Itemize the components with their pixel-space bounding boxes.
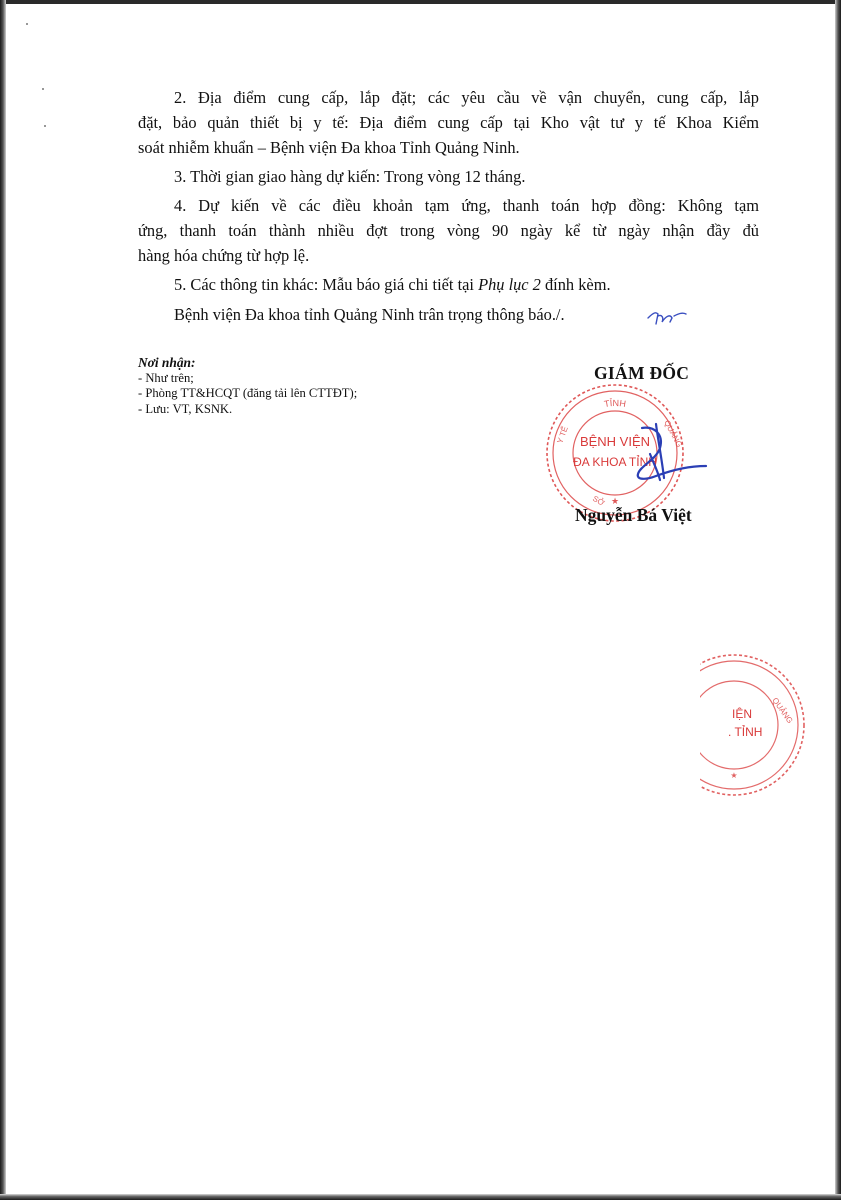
partial-seal-star: ★	[730, 771, 738, 780]
appendix-reference: Phụ lục 2	[478, 275, 541, 294]
signer-name: Nguyễn Bá Việt	[575, 505, 692, 525]
seal-star: ★	[610, 496, 620, 506]
scan-speck	[26, 23, 28, 25]
signer-position: GIÁM ĐỐC	[594, 363, 690, 383]
recipient-item: - Như trên;	[138, 370, 194, 385]
closing-statement: Bệnh viện Đa khoa tỉnh Quảng Ninh trân trọng thông báo./.	[174, 305, 565, 324]
svg-text:TỈNH	[603, 397, 626, 409]
item-4-line-2: ứng, thanh toán thành nhiều đợt trong vòng 90 ngày kể từ ngày nhận đầy đủ	[138, 221, 759, 240]
partial-seal-line-2: . TỈNH	[728, 725, 763, 739]
recipients-title: Nơi nhận:	[138, 355, 196, 370]
scan-edge-bottom	[0, 1194, 841, 1200]
scan-edge-top	[0, 0, 841, 4]
handwritten-signature	[620, 420, 710, 500]
item-4-line-3: hàng hóa chứng từ hợp lệ.	[138, 246, 310, 265]
item-5-suffix: đính kèm.	[540, 275, 611, 294]
recipients-block	[138, 355, 357, 417]
seal-ring-left: Y TẾ	[555, 425, 570, 445]
item-4-line-1: 4. Dự kiến về các điều khoản tạm ứng, thanh toán hợp đồng: Không tạm	[174, 196, 759, 215]
recipient-item: - Phòng TT&HCQT (đăng tải lên CTTĐT);	[138, 386, 358, 400]
item-5	[138, 272, 795, 297]
seal-line-2: ĐA KHOA TỈNH	[573, 455, 657, 469]
partial-seal-ring: QUẢNG	[770, 695, 795, 726]
scan-speck	[44, 125, 46, 127]
seal-ring-right: QUẢNG	[662, 418, 684, 449]
scan-edge-left	[0, 0, 6, 1200]
initial-mark	[646, 304, 688, 330]
item-2-line-2: đặt, bảo quản thiết bị y tế: Địa điểm cung cấp tại Kho vật tư y tế Khoa Kiểm	[138, 113, 759, 132]
seal-ring-top: TỈNH	[603, 397, 627, 410]
recipient-item: - Lưu: VT, KSNK.	[138, 401, 233, 416]
seal-ring-bottom: SỞ	[591, 493, 607, 508]
item-2-line-1: 2. Địa điểm cung cấp, lắp đặt; các yêu cầu về vận chuyển, cung cấp, lắp	[174, 88, 759, 107]
seal-line-1: BỆNH VIỆN	[579, 434, 651, 449]
scan-speck	[42, 88, 44, 90]
partial-seal	[700, 650, 841, 800]
item-5-prefix: 5. Các thông tin khác: Mẫu báo giá chi tiết tại	[174, 275, 479, 294]
item-2-line-3: soát nhiễm khuẩn – Bệnh viện Đa khoa Tỉnh Quảng Ninh.	[138, 138, 520, 157]
item-3: 3. Thời gian giao hàng dự kiến: Trong vòng 12 tháng.	[174, 167, 526, 186]
partial-seal-line-1: IỆN	[732, 707, 753, 721]
scan-edge-right	[835, 0, 841, 1200]
